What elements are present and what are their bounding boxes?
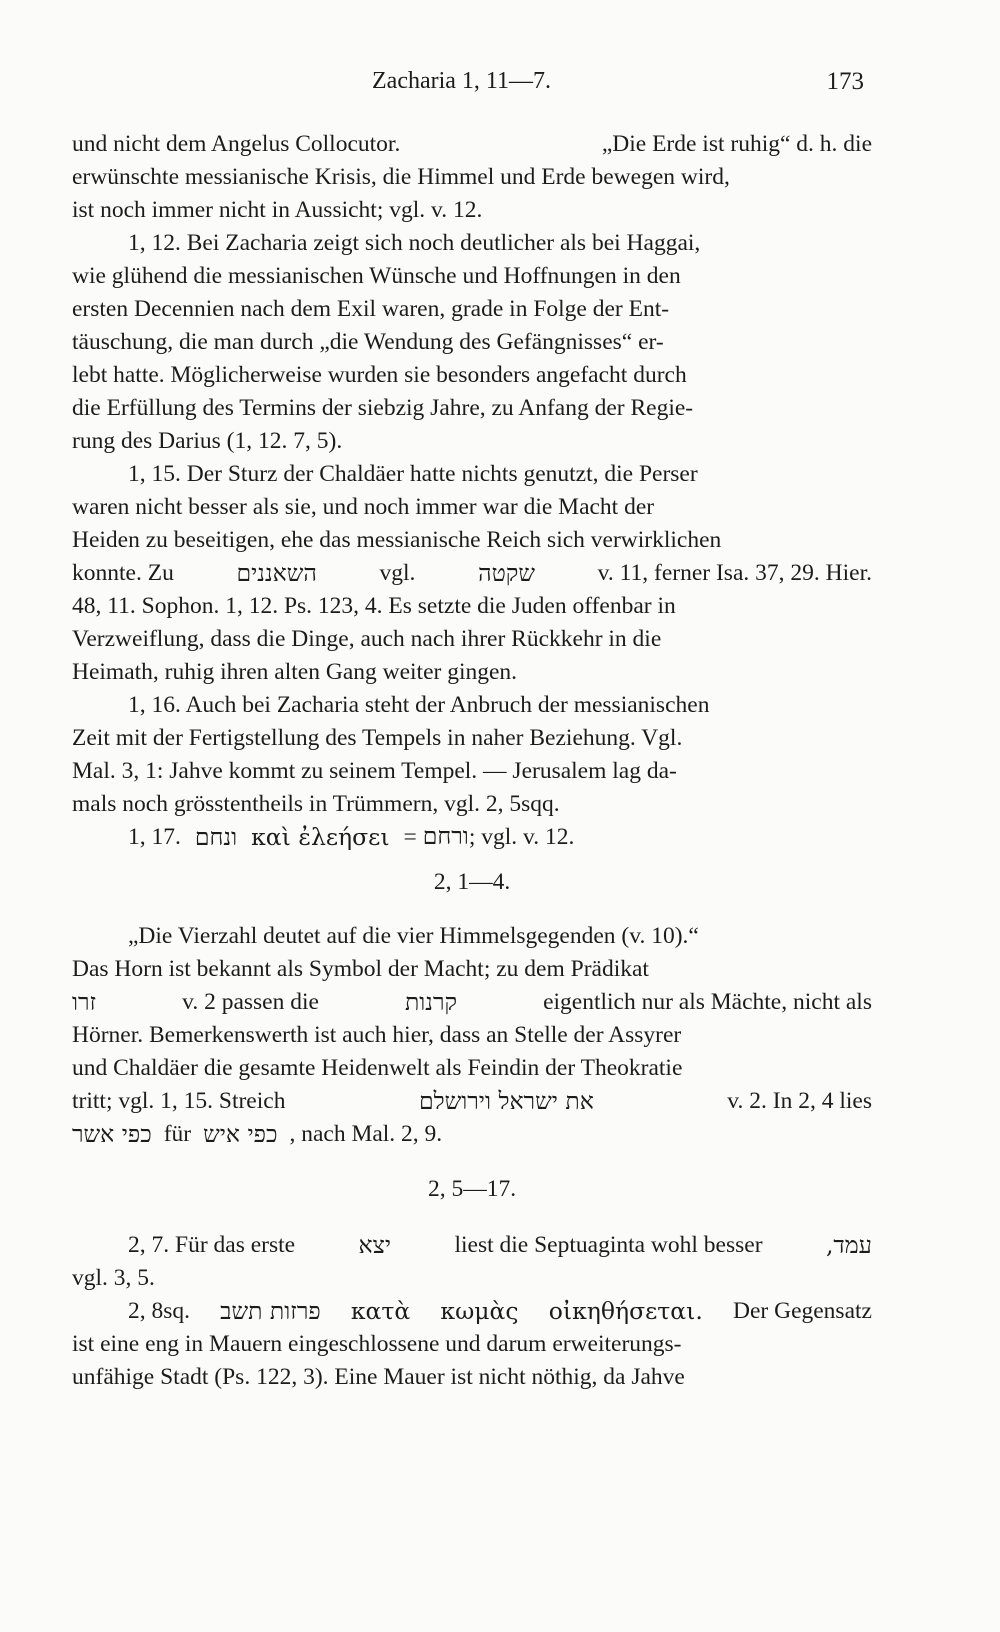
text-line [72, 1262, 872, 1295]
hebrew-word: קרנות [404, 988, 458, 1016]
text-line [72, 623, 872, 656]
text-line [72, 557, 872, 590]
text-span: 1, 17. [128, 824, 181, 850]
text-line [72, 1085, 872, 1118]
text-span: wie glühend die messianischen Wünsche und Hoffnungen in den [72, 263, 681, 289]
page-header [0, 68, 1000, 102]
text-line [72, 656, 872, 689]
text-span: und Chaldäer die gesamte Heidenwelt als Feindin der Theokratie [72, 1055, 683, 1081]
text-line [72, 1052, 872, 1085]
text-line [72, 1328, 872, 1361]
text-span: täuschung, die man durch „die Wendung des Gefängnisses“ er- [72, 329, 664, 355]
text-span: unfähige Stadt (Ps. 122, 3). Eine Mauer ist nicht nöthig, da Jahve [72, 1364, 685, 1390]
text-span: eigentlich nur als Mächte, nicht als [543, 989, 872, 1015]
text-span: Verzweiflung, dass die Dinge, auch nach ihrer Rückkehr in die [72, 626, 662, 652]
text-line [72, 128, 872, 161]
text-span: und nicht dem Angelus Collocutor. [72, 131, 401, 157]
text-line [72, 392, 872, 425]
text-span: 1, 12. Bei Zacharia zeigt sich noch deutlicher als bei Haggai, [128, 230, 701, 256]
text-span: Heiden zu beseitigen, ehe das messianische Reich sich verwirklichen [72, 527, 722, 553]
text-line [72, 722, 872, 755]
text-line [72, 524, 872, 557]
text-line [72, 788, 872, 821]
text-line [72, 458, 872, 491]
hebrew-word: יצא [358, 1231, 392, 1259]
text-line [72, 227, 872, 260]
text-span: , nach Mal. 2, 9. [289, 1121, 443, 1147]
text-span: lebt hatte. Möglicherweise wurden sie besonders angefacht durch [72, 362, 687, 388]
greek-word: κατὰ [350, 1297, 411, 1325]
hebrew-phrase: את ישראל וירושלם [418, 1087, 594, 1115]
text-span: = ורחם; vgl. v. 12. [403, 824, 575, 850]
text-line [72, 1019, 872, 1052]
text-line [72, 1361, 872, 1394]
text-span: Der Gegensatz [733, 1298, 872, 1324]
text-line [72, 194, 872, 227]
text-span: mals noch grösstentheils in Trümmern, vgl. 2, 5sqq. [72, 791, 560, 817]
text-line [72, 161, 872, 194]
text-span: Heimath, ruhig ihren alten Gang weiter gingen. [72, 659, 518, 685]
text-span: rung des Darius (1, 12. 7, 5). [72, 428, 343, 454]
section-heading-2-1-4 [72, 854, 872, 920]
text-span: v. 2 passen die [182, 989, 319, 1015]
text-span: 1, 16. Auch bei Zacharia steht der Anbruch der messianischen [128, 692, 710, 718]
text-span: ersten Decennien nach dem Exil waren, grade in Folge der Ent- [72, 296, 670, 322]
text-span: Das Horn ist bekannt als Symbol der Macht; zu dem Prädikat [72, 956, 649, 982]
text-line [72, 821, 872, 854]
text-span: ist eine eng in Mauern eingeschlossene und darum erweiterungs- [72, 1331, 682, 1357]
running-title: Zacharia 1, 11—7. [372, 68, 552, 94]
text-span: vgl. 3, 5. [72, 1265, 155, 1291]
hebrew-word: ונחם [194, 823, 238, 851]
text-span: 2, 8sq. [128, 1298, 191, 1324]
page-body [72, 128, 872, 1394]
text-span: 2, 7. Für das erste [128, 1232, 296, 1258]
text-line [72, 953, 872, 986]
hebrew-phrase: פרזות תשב [220, 1297, 321, 1325]
text-span: tritt; vgl. 1, 15. Streich [72, 1088, 286, 1114]
text-line [72, 755, 872, 788]
hebrew-word: השאננים [236, 559, 317, 587]
text-span: liest die Septuaginta wohl besser [454, 1232, 763, 1258]
text-span: erwünschte messianische Krisis, die Himmel und Erde bewegen wird, [72, 164, 730, 190]
text-line [72, 986, 872, 1019]
greek-word: οἰκηθήσεται. [548, 1297, 703, 1325]
hebrew-word: שקטה [478, 559, 536, 587]
text-span: die Erfüllung des Termins der siebzig Jahre, zu Anfang der Regie- [72, 395, 694, 421]
section-heading-text: 2, 1—4. [433, 869, 511, 895]
text-span: „Die Vierzahl deutet auf die vier Himmelsgegenden (v. 10).“ [128, 923, 699, 949]
text-span: „Die Erde ist ruhig“ d. h. die [601, 131, 872, 157]
text-line [72, 689, 872, 722]
greek-word: κωμὰς [440, 1297, 519, 1325]
text-line [72, 425, 872, 458]
text-span: v. 11, ferner Isa. 37, 29. Hier. [597, 560, 872, 586]
hebrew-phrase: כפי איש [203, 1120, 278, 1148]
text-span: konnte. Zu [72, 560, 174, 586]
text-span: v. 2. In 2, 4 lies [727, 1088, 872, 1114]
text-span: 1, 15. Der Sturz der Chaldäer hatte nichts genutzt, die Perser [128, 461, 698, 487]
section-heading-text: 2, 5—17. [427, 1176, 517, 1202]
text-span: ist noch immer nicht in Aussicht; vgl. v. 12. [72, 197, 483, 223]
text-line [72, 293, 872, 326]
text-line [72, 1118, 872, 1151]
greek-word: καὶ ἐλεήσει [251, 823, 390, 851]
hebrew-word: זרו [72, 988, 97, 1016]
text-span: Hörner. Bemerkenswerth ist auch hier, dass an Stelle der Assyrer [72, 1022, 682, 1048]
text-span: vgl. [379, 560, 416, 586]
section-heading-2-5-17 [72, 1151, 872, 1229]
page-number: 173 [826, 68, 864, 95]
text-line [72, 359, 872, 392]
text-line [72, 920, 872, 953]
hebrew-word: עמד, [825, 1231, 872, 1259]
text-span: Zeit mit der Fertigstellung des Tempels in naher Beziehung. Vgl. [72, 725, 683, 751]
text-line [72, 491, 872, 524]
text-line [72, 590, 872, 623]
text-line [72, 1295, 872, 1328]
text-line [72, 1229, 872, 1262]
text-line [72, 326, 872, 359]
hebrew-phrase: כפי אשר [72, 1120, 152, 1148]
text-span: Mal. 3, 1: Jahve kommt zu seinem Tempel. — Jerusalem lag da- [72, 758, 677, 784]
text-span: für [163, 1121, 192, 1147]
text-span: 48, 11. Sophon. 1, 12. Ps. 123, 4. Es setzte die Juden offenbar in [72, 593, 676, 619]
text-span: waren nicht besser als sie, und noch immer war die Macht der [72, 494, 655, 520]
text-line [72, 260, 872, 293]
